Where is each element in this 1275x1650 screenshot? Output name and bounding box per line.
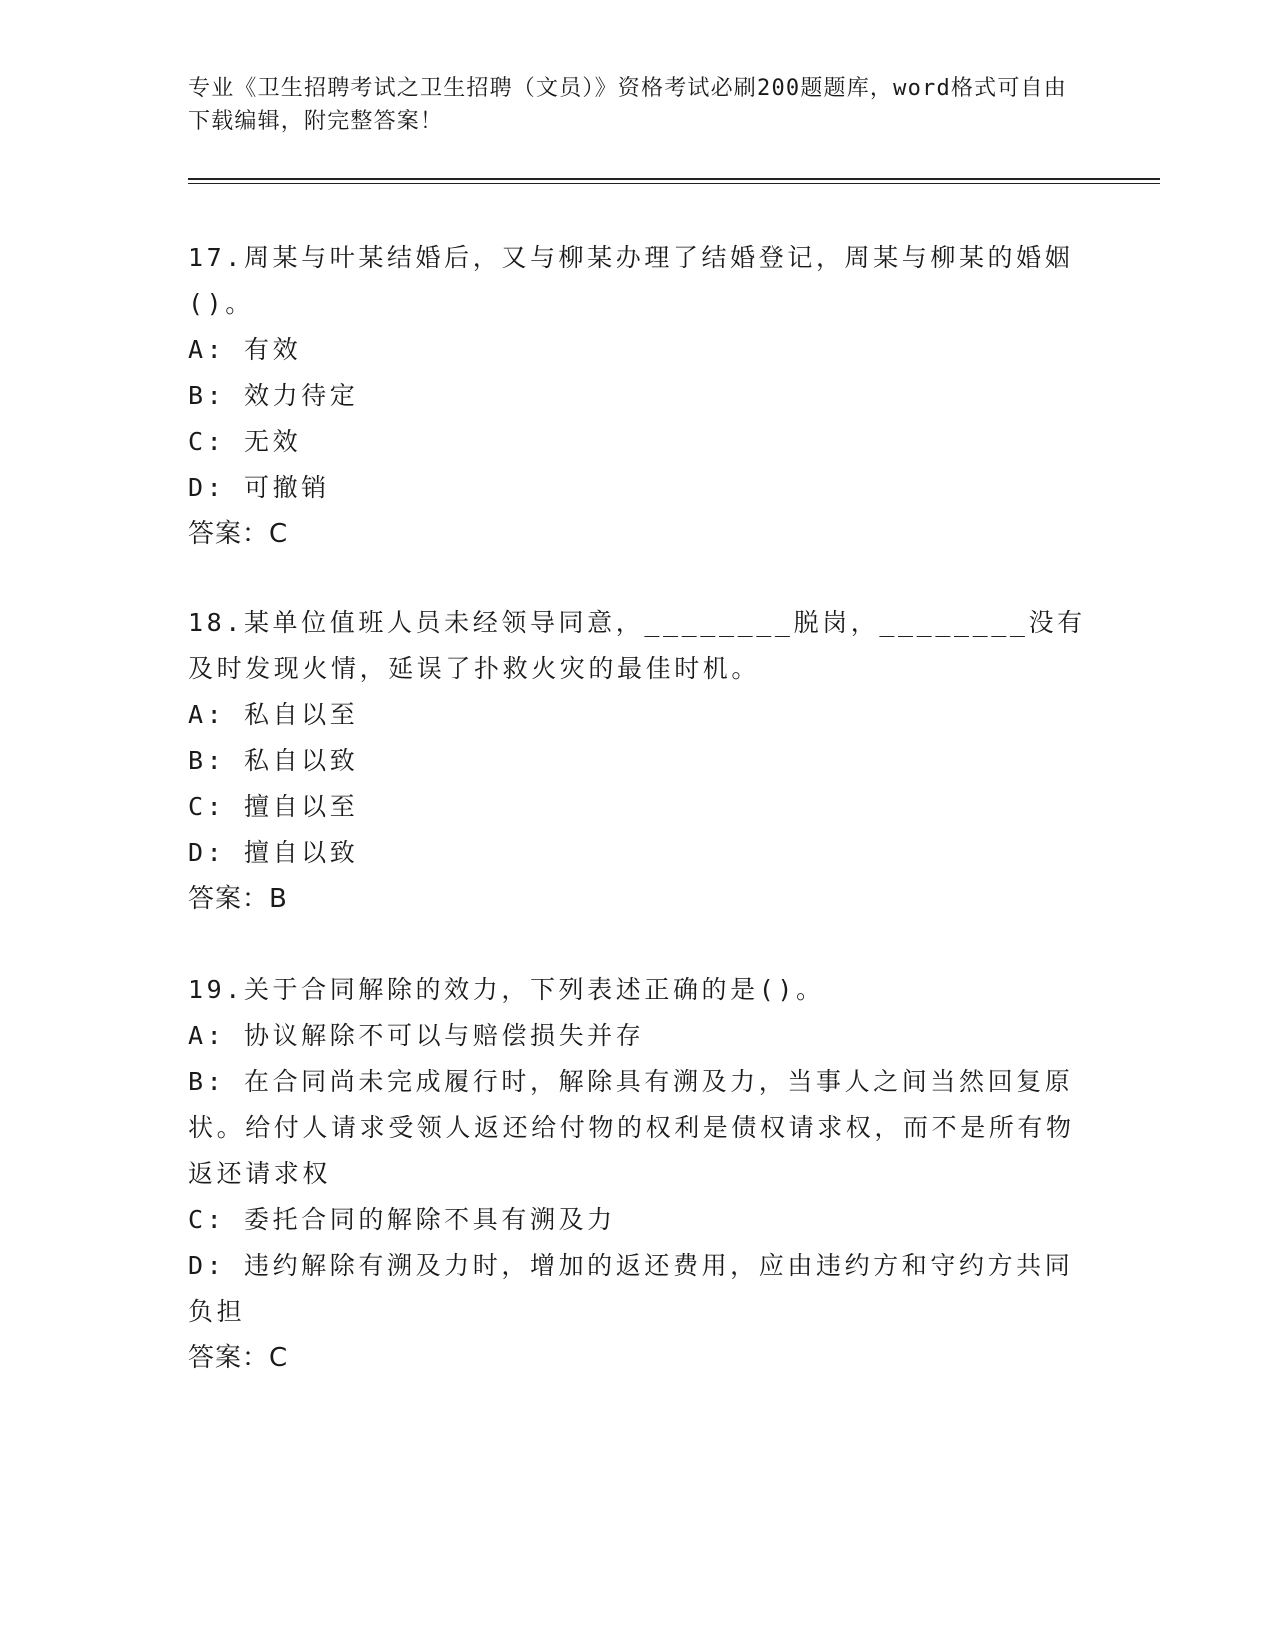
option-b (188, 1059, 1088, 1197)
option-key: D: (188, 1251, 226, 1280)
option-a (188, 692, 1088, 738)
answer-line: 答案：C (188, 1343, 289, 1373)
option-text: 擅自以致 (243, 838, 359, 867)
option-key: A: (188, 335, 226, 364)
header-divider (188, 178, 1160, 184)
option-a (188, 1013, 1088, 1059)
option-text: 无效 (243, 427, 302, 456)
document-header: 专业《卫生招聘考试之卫生招聘（文员）》资格考试必刷200题题库，word格式可自由下载编辑，附完整答案！ (188, 76, 1067, 134)
question-stem: 19.关于合同解除的效力，下列表述正确的是()。 (188, 975, 825, 1004)
question-block (188, 967, 1088, 1381)
option-b (188, 738, 1088, 784)
question-stem: 18.某单位值班人员未经领导同意，________脱岗，________没有及时发现火情，延误了扑救火灾的最佳时机。 (188, 608, 1086, 683)
option-c (188, 419, 1088, 465)
option-d (188, 830, 1088, 876)
question-block (188, 235, 1088, 557)
option-c (188, 1197, 1088, 1243)
option-d (188, 465, 1088, 511)
option-d (188, 1243, 1088, 1335)
option-text: 有效 (243, 335, 302, 364)
option-key: B: (188, 1067, 226, 1096)
option-key: B: (188, 381, 226, 410)
option-key: C: (188, 792, 226, 821)
option-key: C: (188, 427, 226, 456)
option-text: 私自以至 (243, 700, 359, 729)
divider-line-thin (188, 183, 1160, 184)
option-a (188, 327, 1088, 373)
option-c (188, 784, 1088, 830)
option-key: D: (188, 473, 226, 502)
question-block (188, 600, 1088, 922)
option-text: 私自以致 (243, 746, 359, 775)
option-key: A: (188, 700, 226, 729)
option-text: 协议解除不可以与赔偿损失并存 (243, 1021, 645, 1050)
option-text: 委托合同的解除不具有溯及力 (243, 1205, 616, 1234)
option-text: 可撤销 (243, 473, 330, 502)
answer-line: 答案：B (188, 884, 288, 914)
option-key: D: (188, 838, 226, 867)
option-key: C: (188, 1205, 226, 1234)
option-key: A: (188, 1021, 226, 1050)
option-text: 在合同尚未完成履行时，解除具有溯及力，当事人之间当然回复原状。给付人请求受领人返还给付物的权利是债权请求权，而不是所有物返还请求权 (188, 1067, 1075, 1188)
option-text: 违约解除有溯及力时，增加的返还费用，应由违约方和守约方共同负担 (188, 1251, 1074, 1326)
question-stem: 17.周某与叶某结婚后，又与柳某办理了结婚登记，周某与柳某的婚姻()。 (188, 243, 1074, 318)
answer-line: 答案：C (188, 519, 289, 549)
option-text: 效力待定 (243, 381, 359, 410)
option-key: B: (188, 746, 226, 775)
option-b (188, 373, 1088, 419)
option-text: 擅自以至 (243, 792, 359, 821)
divider-line-thick (188, 178, 1160, 180)
